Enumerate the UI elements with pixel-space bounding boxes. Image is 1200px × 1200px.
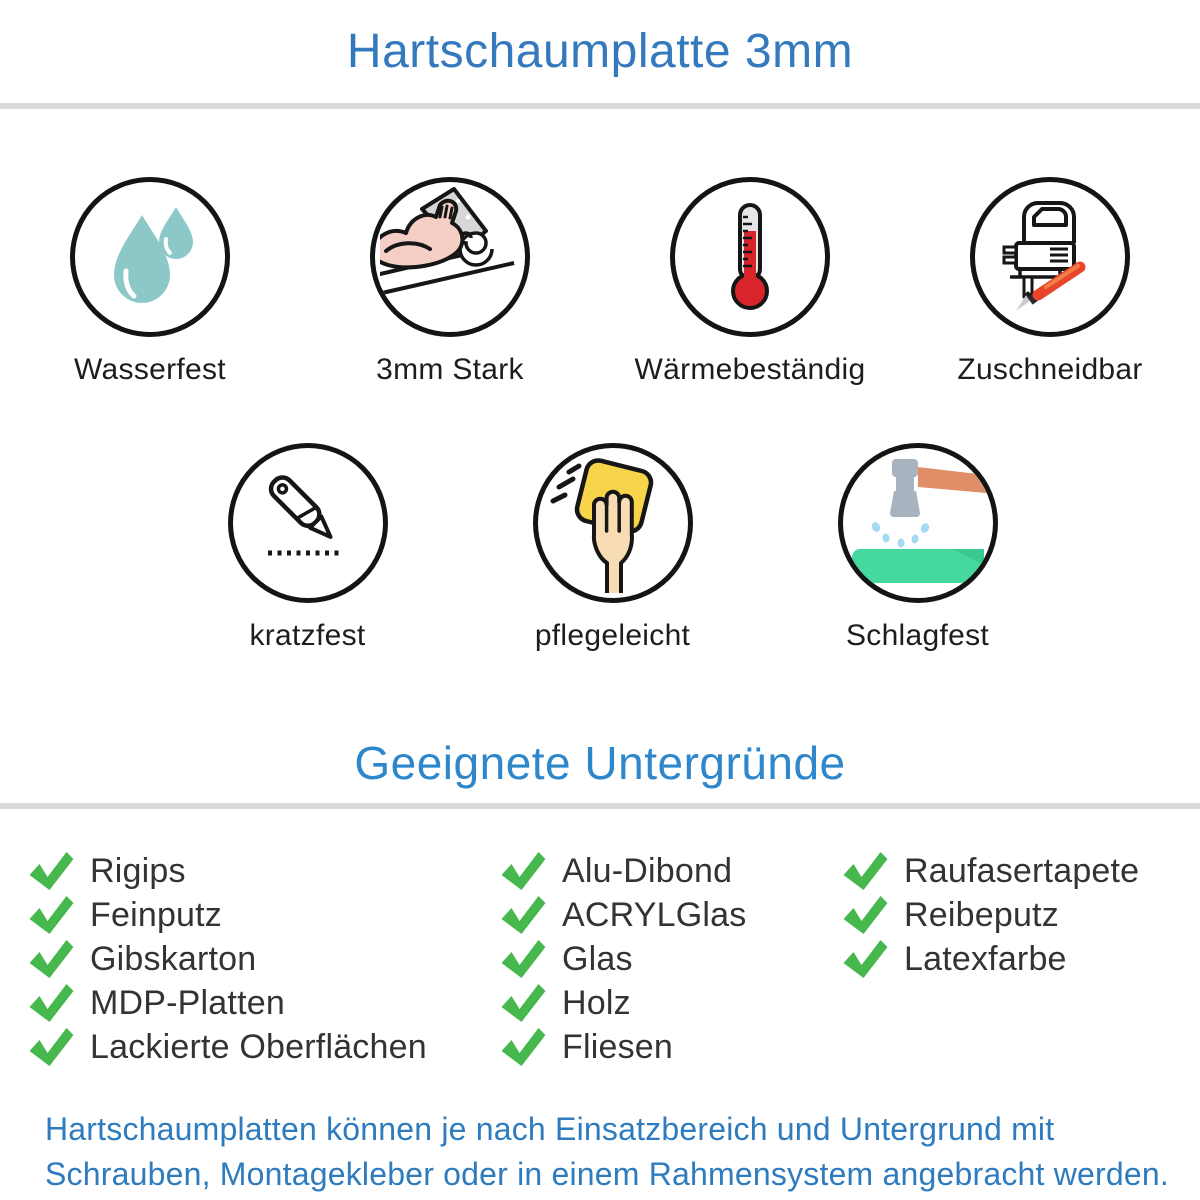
substrate-column-3	[842, 849, 1182, 1069]
mounting-note-line1: Hartschaumplatten können je nach Einsatzbereich und Untergrund mit	[45, 1111, 1055, 1147]
feature-label: 3mm Stark	[376, 353, 524, 386]
feature-row-1	[0, 177, 1200, 387]
substrate-column-2	[500, 849, 842, 1069]
check-icon	[28, 983, 75, 1023]
substrate-label: Reibeputz	[904, 895, 1059, 934]
check-icon	[500, 1027, 547, 1067]
check-icon	[28, 939, 75, 979]
substrate-label: Rigips	[90, 851, 186, 890]
check-icon	[500, 939, 547, 979]
feature-row-2	[0, 443, 1200, 653]
divider-middle	[0, 803, 1200, 809]
feature-schlagfest	[765, 443, 1070, 653]
wiping-hand-icon	[533, 443, 693, 603]
substrate-label: Lackierte Oberflächen	[90, 1027, 427, 1066]
check-icon	[842, 939, 889, 979]
substrate-label: MDP-Platten	[90, 983, 285, 1022]
water-drops-icon	[70, 177, 230, 337]
feature-waermebestaendig	[600, 177, 900, 387]
divider-top	[0, 103, 1200, 109]
substrate-label: Alu-Dibond	[562, 851, 733, 890]
feature-wasserfest	[0, 177, 300, 387]
list-item	[500, 849, 842, 893]
check-icon	[500, 895, 547, 935]
list-item	[500, 893, 842, 937]
check-icon	[842, 851, 889, 891]
list-item	[500, 981, 842, 1025]
feature-pflegeleicht	[460, 443, 765, 653]
list-item	[500, 937, 842, 981]
thermometer-icon	[670, 177, 830, 337]
check-icon	[28, 895, 75, 935]
section-title-untergruende: Geeignete Untergründe	[354, 737, 846, 789]
list-item	[842, 937, 1182, 981]
feature-label: Wärmebeständig	[634, 353, 866, 386]
mounting-note	[0, 1107, 1200, 1197]
check-icon	[28, 1027, 75, 1067]
page-title: Hartschaumplatte 3mm	[346, 25, 854, 78]
mounting-note-line2: Schrauben, Montagekleber oder in einem Rahmensystem angebracht werden.	[45, 1156, 1169, 1192]
feature-label: Zuschneidbar	[957, 353, 1143, 386]
feature-zuschneidbar	[900, 177, 1200, 387]
feature-kratzfest	[155, 443, 460, 653]
jigsaw-icon	[970, 177, 1130, 337]
substrate-label: Gibskarton	[90, 939, 257, 978]
substrate-label: Feinputz	[90, 895, 223, 934]
feature-label: Schlagfest	[845, 619, 990, 652]
substrate-label: Holz	[562, 983, 631, 1022]
substrate-column-1	[28, 849, 500, 1069]
feature-3mm-stark	[300, 177, 600, 387]
substrate-label: ACRYLGlas	[562, 895, 747, 934]
hammer-icon	[838, 443, 998, 603]
muscle-arm-icon	[370, 177, 530, 337]
feature-label: pflegeleicht	[534, 619, 691, 652]
utility-knife-icon	[228, 443, 388, 603]
list-item	[842, 893, 1182, 937]
substrate-list	[0, 849, 1200, 1069]
substrate-label: Glas	[562, 939, 633, 978]
list-item	[28, 937, 500, 981]
feature-label: Wasserfest	[74, 353, 226, 386]
substrate-label: Raufasertapete	[904, 851, 1140, 890]
substrate-label: Latexfarbe	[904, 939, 1067, 978]
list-item	[842, 849, 1182, 893]
feature-label: kratzfest	[249, 619, 366, 652]
check-icon	[500, 851, 547, 891]
list-item	[28, 849, 500, 893]
list-item	[28, 1025, 500, 1069]
check-icon	[500, 983, 547, 1023]
list-item	[500, 1025, 842, 1069]
list-item	[28, 893, 500, 937]
substrate-label: Fliesen	[562, 1027, 674, 1066]
check-icon	[28, 851, 75, 891]
check-icon	[842, 895, 889, 935]
list-item	[28, 981, 500, 1025]
